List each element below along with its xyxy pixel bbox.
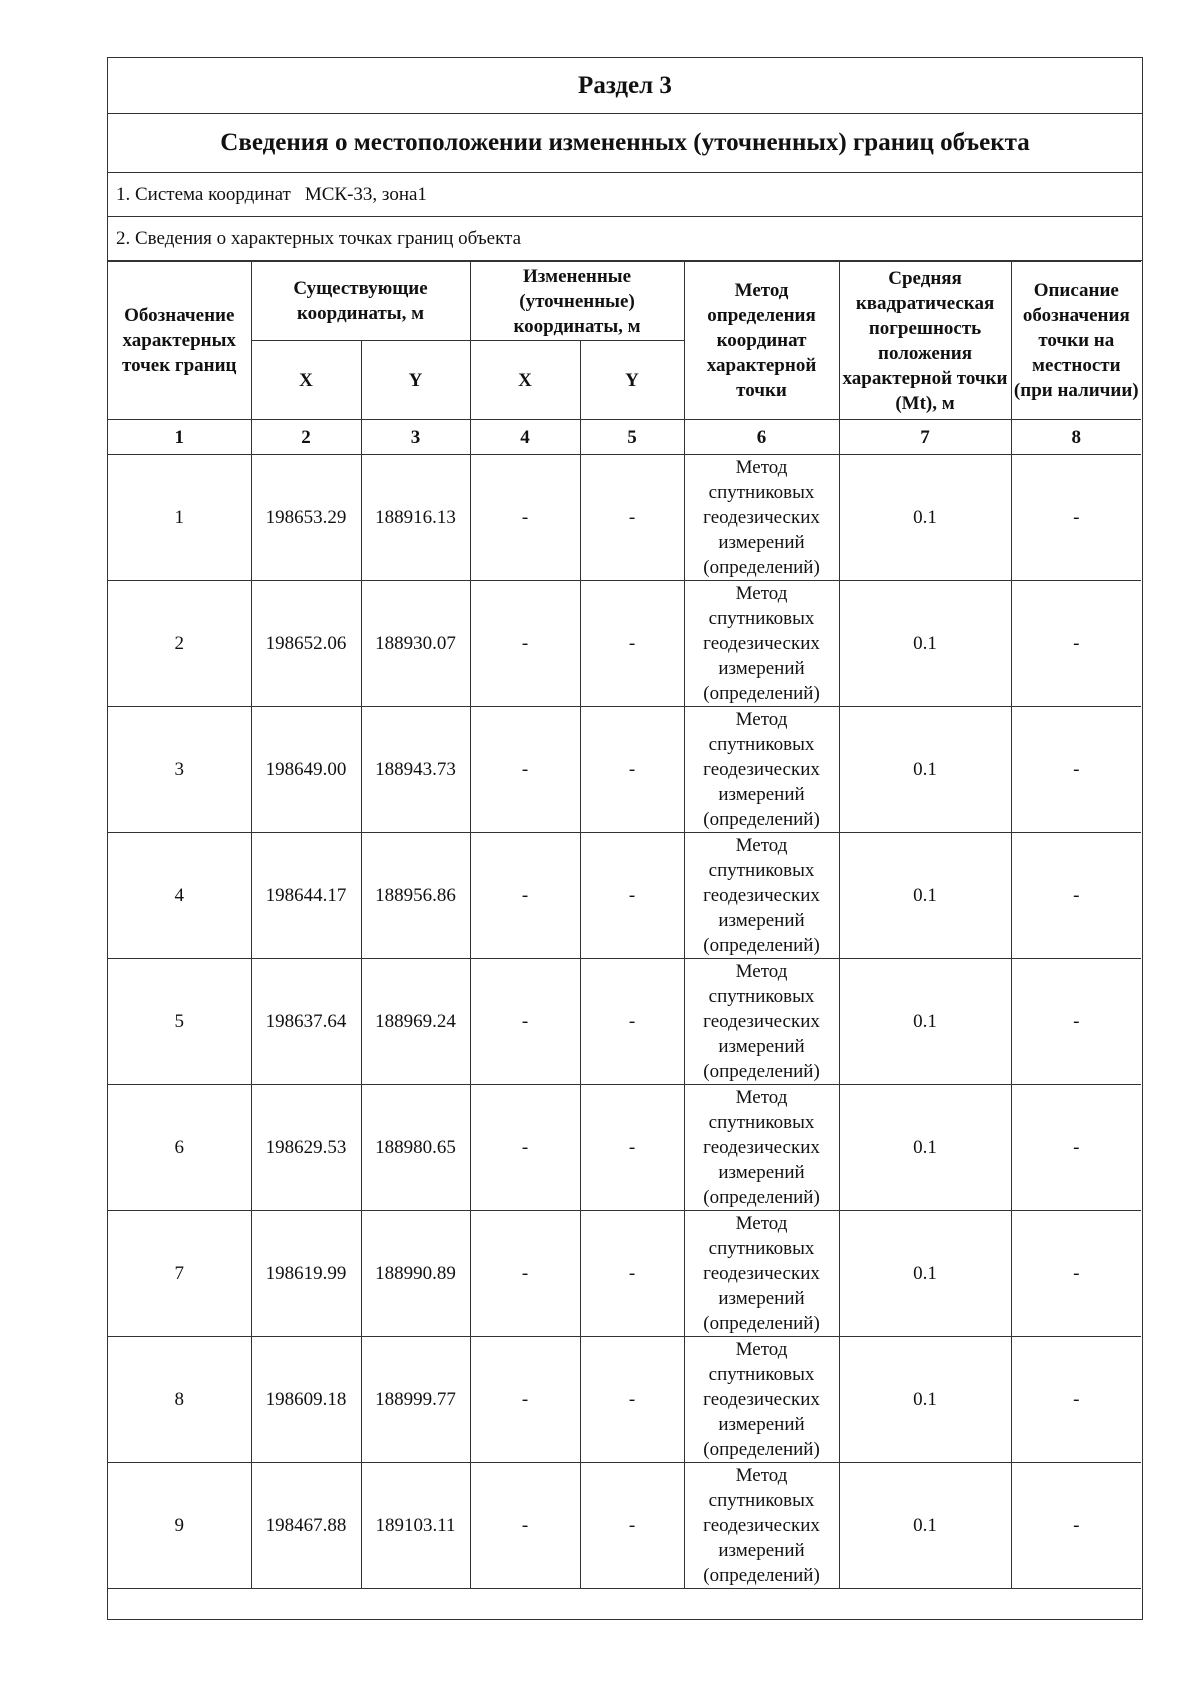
- point-id-cell: 4: [108, 833, 251, 959]
- existing-y-cell: 188956.86: [361, 833, 470, 959]
- point-id-cell: 7: [108, 1211, 251, 1337]
- description-cell: -: [1011, 1211, 1141, 1337]
- header-method: Метод определения координат характерной точки: [684, 262, 839, 420]
- header-changed-x: X: [470, 341, 580, 420]
- description-cell: -: [1011, 455, 1141, 581]
- column-number: 1: [108, 420, 251, 455]
- column-number: 5: [580, 420, 684, 455]
- existing-x-cell: 198609.18: [251, 1337, 361, 1463]
- table-row: [108, 581, 1141, 707]
- mt-cell: 0.1: [839, 1463, 1011, 1589]
- changed-y-cell: -: [580, 1211, 684, 1337]
- point-id-cell: 5: [108, 959, 251, 1085]
- changed-x-cell: -: [470, 1337, 580, 1463]
- coordinate-system-value: МСК-33, зона1: [304, 183, 427, 205]
- column-number: 2: [251, 420, 361, 455]
- existing-x-cell: 198619.99: [251, 1211, 361, 1337]
- header-designation: Обозначение характерных точек границ: [108, 262, 251, 420]
- table-row: [108, 1085, 1141, 1211]
- table-row: [108, 455, 1141, 581]
- changed-y-cell: -: [580, 707, 684, 833]
- changed-y-cell: -: [580, 1337, 684, 1463]
- existing-y-cell: 188969.24: [361, 959, 470, 1085]
- method-cell: Метод спутниковых геодезических измерений (определений): [684, 1463, 839, 1589]
- table-footer-row: [108, 1589, 1141, 1620]
- existing-y-cell: 188990.89: [361, 1211, 470, 1337]
- changed-y-cell: -: [580, 581, 684, 707]
- table-row: [108, 1211, 1141, 1337]
- method-cell: Метод спутниковых геодезических измерений (определений): [684, 1085, 839, 1211]
- table-row: [108, 1463, 1141, 1589]
- table-row: [108, 833, 1141, 959]
- existing-x-cell: 198629.53: [251, 1085, 361, 1211]
- points-info-row: [108, 217, 1142, 261]
- method-cell: Метод спутниковых геодезических измерений (определений): [684, 581, 839, 707]
- mt-cell: 0.1: [839, 833, 1011, 959]
- changed-x-cell: -: [470, 1211, 580, 1337]
- column-number: 3: [361, 420, 470, 455]
- mt-cell: 0.1: [839, 959, 1011, 1085]
- coordinate-system-label: 1. Система координат: [116, 183, 291, 205]
- coordinate-system-row: [108, 173, 1142, 217]
- point-id-cell: 1: [108, 455, 251, 581]
- existing-x-cell: 198637.64: [251, 959, 361, 1085]
- mt-cell: 0.1: [839, 1211, 1011, 1337]
- changed-y-cell: -: [580, 455, 684, 581]
- existing-y-cell: 188980.65: [361, 1085, 470, 1211]
- existing-y-cell: 189103.11: [361, 1463, 470, 1589]
- existing-x-cell: 198653.29: [251, 455, 361, 581]
- header-existing-y: Y: [361, 341, 470, 420]
- method-cell: Метод спутниковых геодезических измерений (определений): [684, 959, 839, 1085]
- section-title: Раздел 3: [108, 58, 1142, 114]
- changed-y-cell: -: [580, 1085, 684, 1211]
- existing-y-cell: 188916.13: [361, 455, 470, 581]
- footer-cell: [108, 1589, 1141, 1620]
- existing-x-cell: 198467.88: [251, 1463, 361, 1589]
- method-cell: Метод спутниковых геодезических измерений (определений): [684, 707, 839, 833]
- document-page: [107, 57, 1143, 1620]
- description-cell: -: [1011, 833, 1141, 959]
- point-id-cell: 9: [108, 1463, 251, 1589]
- changed-y-cell: -: [580, 1463, 684, 1589]
- existing-x-cell: 198644.17: [251, 833, 361, 959]
- table-row: [108, 959, 1141, 1085]
- points-table: [108, 261, 1141, 1619]
- changed-x-cell: -: [470, 959, 580, 1085]
- mt-cell: 0.1: [839, 707, 1011, 833]
- description-cell: -: [1011, 959, 1141, 1085]
- changed-x-cell: -: [470, 581, 580, 707]
- changed-x-cell: -: [470, 833, 580, 959]
- existing-x-cell: 198652.06: [251, 581, 361, 707]
- changed-y-cell: -: [580, 833, 684, 959]
- column-number: 7: [839, 420, 1011, 455]
- header-description: Описание обозначения точки на местности (при наличии): [1011, 262, 1141, 420]
- point-id-cell: 8: [108, 1337, 251, 1463]
- description-cell: -: [1011, 581, 1141, 707]
- section-subtitle: Сведения о местоположении измененных (уточненных) границ объекта: [108, 114, 1142, 173]
- point-id-cell: 3: [108, 707, 251, 833]
- changed-x-cell: -: [470, 1463, 580, 1589]
- points-info-label: 2. Сведения о характерных точках границ объекта: [116, 227, 522, 249]
- existing-y-cell: 188943.73: [361, 707, 470, 833]
- mt-cell: 0.1: [839, 581, 1011, 707]
- column-number: 6: [684, 420, 839, 455]
- changed-x-cell: -: [470, 455, 580, 581]
- existing-x-cell: 198649.00: [251, 707, 361, 833]
- table-row: [108, 1337, 1141, 1463]
- header-existing-x: X: [251, 341, 361, 420]
- header-error: Средняя квадратическая погрешность положения характерной точки (Mt), м: [839, 262, 1011, 420]
- points-table-body: [108, 455, 1141, 1589]
- changed-y-cell: -: [580, 959, 684, 1085]
- mt-cell: 0.1: [839, 455, 1011, 581]
- point-id-cell: 6: [108, 1085, 251, 1211]
- description-cell: -: [1011, 1463, 1141, 1589]
- description-cell: -: [1011, 707, 1141, 833]
- mt-cell: 0.1: [839, 1337, 1011, 1463]
- description-cell: -: [1011, 1085, 1141, 1211]
- method-cell: Метод спутниковых геодезических измерений (определений): [684, 833, 839, 959]
- column-number: 4: [470, 420, 580, 455]
- method-cell: Метод спутниковых геодезических измерений (определений): [684, 1211, 839, 1337]
- changed-x-cell: -: [470, 1085, 580, 1211]
- point-id-cell: 2: [108, 581, 251, 707]
- method-cell: Метод спутниковых геодезических измерений (определений): [684, 455, 839, 581]
- column-number: 8: [1011, 420, 1141, 455]
- description-cell: -: [1011, 1337, 1141, 1463]
- mt-cell: 0.1: [839, 1085, 1011, 1211]
- table-row: [108, 707, 1141, 833]
- header-changed-coordinates: Измененные (уточненные) координаты, м: [470, 262, 684, 341]
- existing-y-cell: 188999.77: [361, 1337, 470, 1463]
- method-cell: Метод спутниковых геодезических измерений (определений): [684, 1337, 839, 1463]
- changed-x-cell: -: [470, 707, 580, 833]
- header-existing-coordinates: Существующие координаты, м: [251, 262, 470, 341]
- existing-y-cell: 188930.07: [361, 581, 470, 707]
- header-changed-y: Y: [580, 341, 684, 420]
